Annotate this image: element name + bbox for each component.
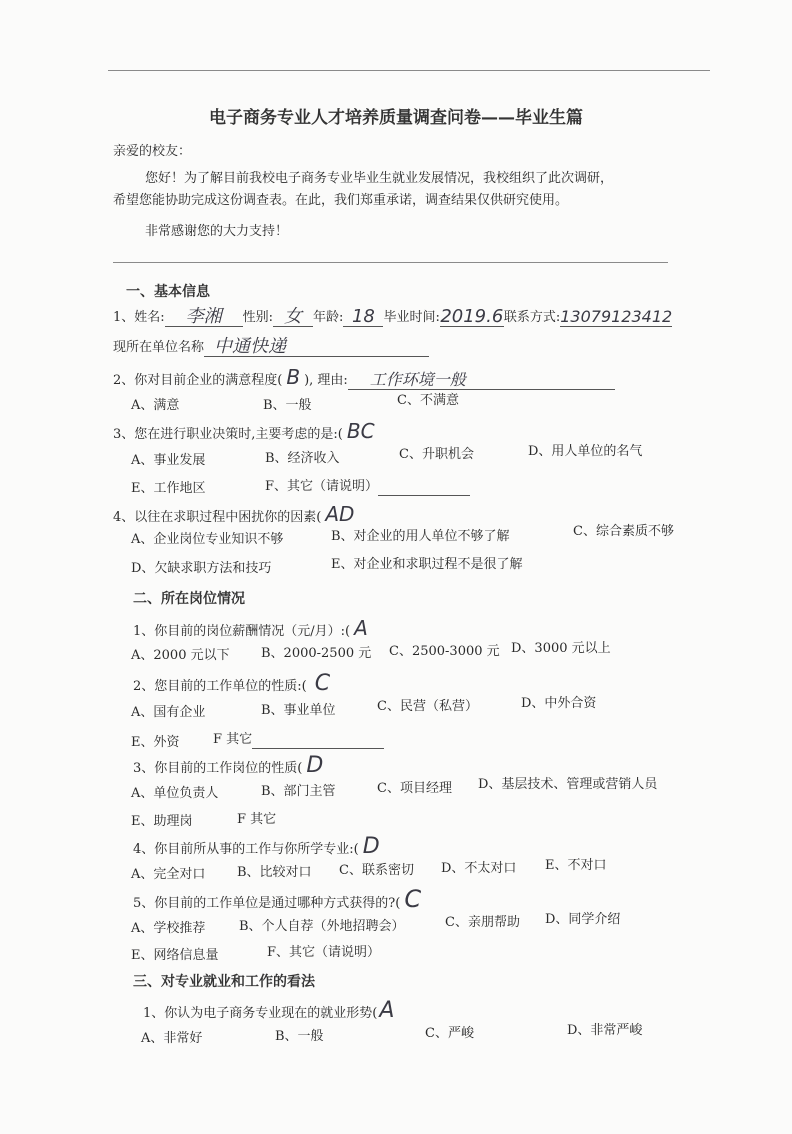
other-field[interactable]: [378, 477, 470, 496]
graduation-field[interactable]: 2019.6: [440, 306, 504, 327]
option[interactable]: B、2000-2500 元: [261, 646, 372, 661]
s1-q4-row: [113, 502, 355, 527]
contact-label: 联系方式:: [503, 310, 561, 325]
option[interactable]: D、欠缺求职方法和技巧: [131, 561, 272, 576]
option[interactable]: B、一般: [263, 398, 312, 413]
s3-q1-row: [143, 998, 395, 1023]
thanks-text: 非常感谢您的大力支持！: [145, 224, 289, 239]
s3-q1-text: 1、你认为电子商务专业现在的就业形势(: [143, 1006, 378, 1021]
name-label: 1、姓名:: [113, 310, 165, 325]
s2-q2-answer[interactable]: C: [314, 671, 331, 696]
q1-basic-info-row: [113, 308, 672, 327]
option[interactable]: F、其它（请说明）: [267, 945, 381, 960]
option[interactable]: A、单位负责人: [131, 786, 219, 801]
other-field[interactable]: [252, 730, 384, 749]
s2-q1-row: [133, 616, 368, 641]
name-field[interactable]: 李湘: [165, 308, 243, 327]
option[interactable]: C、综合素质不够: [573, 524, 674, 539]
option[interactable]: C、不满意: [397, 393, 459, 408]
option[interactable]: E、不对口: [545, 858, 607, 873]
s1-q3-text: 3、您在进行职业决策时,主要考虑的是:(: [113, 427, 343, 442]
page-title: 电子商务专业人才培养质量调查问卷——毕业生篇: [209, 108, 583, 128]
gender-label: 性别:: [242, 310, 274, 325]
option-with-blank[interactable]: F 其它: [213, 730, 384, 749]
age-label: 年龄:: [313, 310, 344, 325]
option[interactable]: F 其它: [237, 812, 277, 827]
option[interactable]: E、对企业和求职过程不是很了解: [331, 557, 523, 572]
s2-q4-answer[interactable]: D: [362, 834, 380, 859]
option[interactable]: A、事业发展: [131, 453, 206, 468]
s2-q3-answer[interactable]: D: [306, 753, 324, 778]
option[interactable]: C、升职机会: [399, 447, 474, 462]
option[interactable]: E、外资: [131, 735, 180, 750]
option[interactable]: D、基层技术、管理或营销人员: [478, 777, 658, 792]
s1-q2-text: 2、你对目前企业的满意程度(: [113, 373, 283, 388]
option[interactable]: A、国有企业: [131, 705, 206, 720]
option[interactable]: E、网络信息量: [131, 948, 219, 963]
unit-row: [113, 338, 429, 357]
option[interactable]: D、同学介绍: [545, 912, 621, 927]
contact-field[interactable]: 13079123412: [560, 307, 673, 326]
s2-q2-text: 2、您目前的工作单位的性质:(: [133, 679, 307, 694]
s1-q4-text: 4、以往在求职过程中困扰你的因素(: [113, 510, 322, 525]
option[interactable]: C、民营（私营）: [377, 699, 478, 714]
option[interactable]: B、经济收入: [265, 451, 340, 466]
option[interactable]: D、3000 元以上: [511, 641, 611, 656]
s1-q2-reason-field[interactable]: 工作环境一般: [348, 371, 615, 390]
section-3-heading: 三、对专业就业和工作的看法: [133, 974, 315, 990]
option[interactable]: C、2500-3000 元: [389, 644, 500, 659]
s2-q1-text: 1、你目前的岗位薪酬情况（元/月）:(: [133, 624, 351, 639]
option-with-blank[interactable]: F、其它（请说明）: [265, 477, 470, 496]
option[interactable]: C、亲朋帮助: [445, 915, 520, 930]
option[interactable]: B、一般: [275, 1029, 324, 1044]
option[interactable]: E、工作地区: [131, 481, 206, 496]
option[interactable]: D、非常严峻: [567, 1023, 643, 1038]
intro-paragraph-line-2: 希望您能协助完成这份调查表。在此，我们郑重承诺，调查结果仅供研究使用。: [113, 193, 569, 208]
option[interactable]: A、满意: [131, 398, 180, 413]
option[interactable]: B、部门主管: [261, 784, 336, 799]
s2-q5-answer[interactable]: C: [404, 885, 422, 913]
s2-q4-row: [133, 834, 380, 859]
option[interactable]: D、中外合资: [521, 696, 597, 711]
s1-q4-answer[interactable]: AD: [325, 502, 355, 526]
s1-q3-row: [113, 419, 375, 444]
option[interactable]: B、事业单位: [261, 703, 336, 718]
unit-label: 现所在单位名称: [113, 340, 205, 355]
option[interactable]: D、不太对口: [441, 861, 517, 876]
graduation-label: 毕业时间:: [383, 310, 440, 325]
option[interactable]: C、项目经理: [377, 781, 452, 796]
intro-paragraph-line-1: 您好！为了解目前我校电子商务专业毕业生就业发展情况，我校组织了此次调研，: [145, 171, 614, 186]
option[interactable]: C、严峻: [425, 1026, 474, 1041]
gender-field[interactable]: 女: [273, 308, 313, 327]
s1-q3-answer[interactable]: BC: [346, 419, 375, 443]
option[interactable]: A、企业岗位专业知识不够: [131, 532, 284, 547]
option[interactable]: A、学校推荐: [131, 921, 206, 936]
option[interactable]: B、比较对口: [237, 865, 312, 880]
s3-q1-answer[interactable]: A: [379, 998, 395, 1023]
option[interactable]: A、2000 元以下: [131, 648, 230, 663]
option[interactable]: E、助理岗: [131, 814, 193, 829]
option[interactable]: A、非常好: [141, 1031, 203, 1046]
s2-q5-text: 5、你目前的工作单位是通过哪种方式获得的?(: [133, 896, 401, 911]
s1-q2-answer[interactable]: B: [286, 365, 301, 389]
section-1-heading: 一、基本信息: [126, 284, 210, 300]
greeting: 亲爱的校友：: [113, 144, 192, 159]
option[interactable]: B、个人自荐（外地招聘会）: [239, 919, 405, 934]
option[interactable]: C、联系密切: [339, 863, 414, 878]
age-field[interactable]: 18: [343, 308, 383, 327]
s2-q3-row: [133, 753, 324, 778]
unit-field[interactable]: 中通快递: [204, 338, 429, 357]
s2-q4-text: 4、你目前所从事的工作与你所学专业:(: [133, 842, 359, 857]
s2-q2-row: [133, 671, 331, 696]
s1-q2-reason-label: ), 理由:: [304, 373, 348, 388]
option[interactable]: D、用人单位的名气: [528, 444, 643, 459]
option[interactable]: A、完全对口: [131, 867, 206, 882]
s1-q2-row: [113, 365, 615, 390]
top-rule: [108, 70, 710, 71]
intro-divider: [113, 262, 668, 263]
s2-q5-row: [133, 885, 422, 913]
option[interactable]: B、对企业的用人单位不够了解: [331, 529, 510, 544]
s2-q1-answer[interactable]: A: [354, 616, 368, 640]
s2-q3-text: 3、你目前的工作岗位的性质(: [133, 761, 303, 776]
section-2-heading: 二、所在岗位情况: [133, 591, 245, 607]
